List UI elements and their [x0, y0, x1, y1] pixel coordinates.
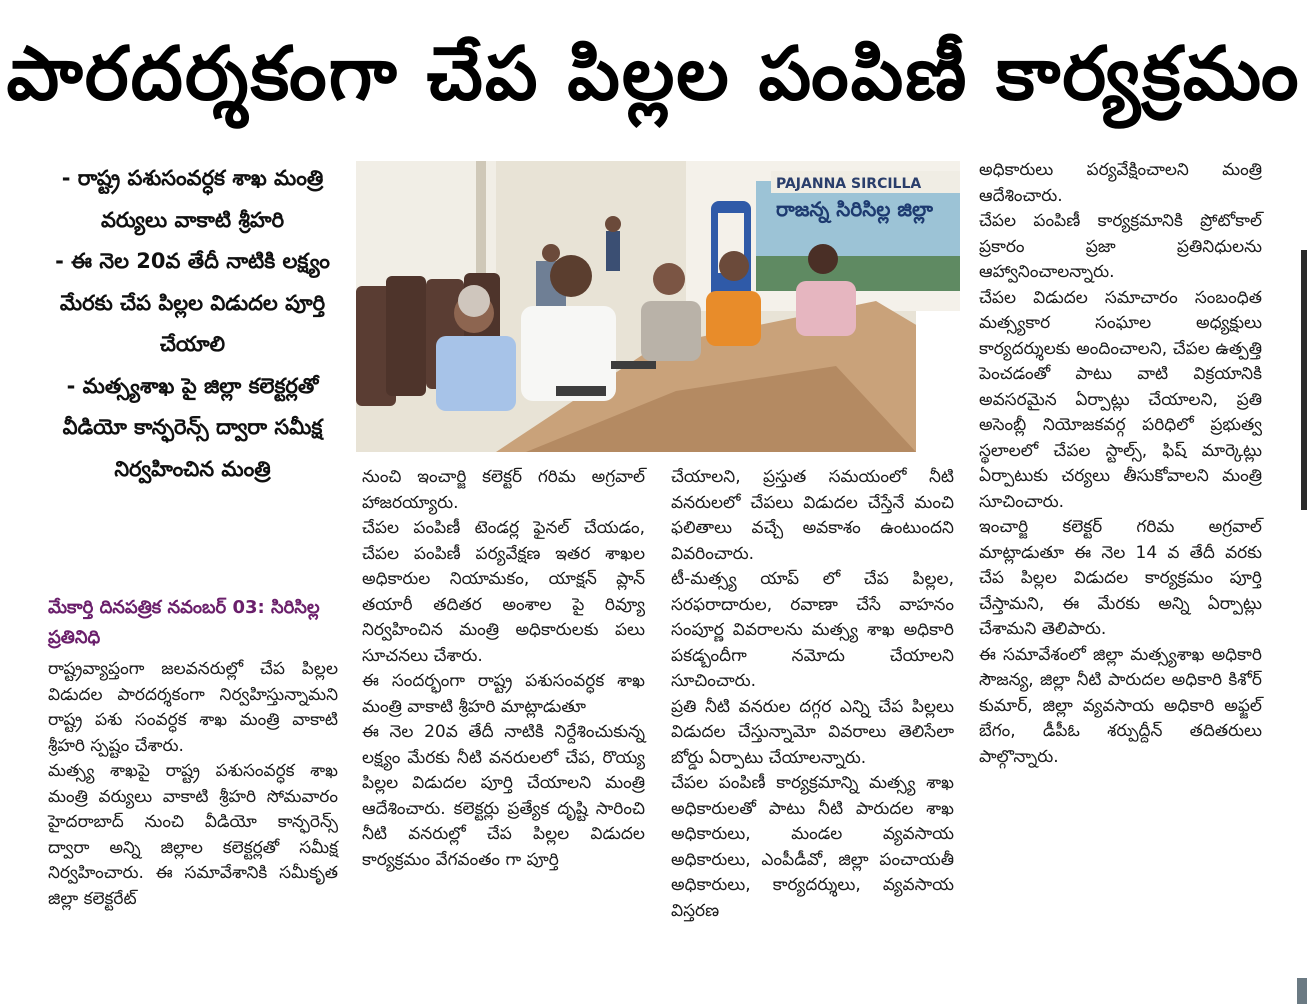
banner-text-2: రాజన్న సిరిసిల్ల జిల్లా: [776, 197, 933, 221]
paragraph: చేపల పంపిణీ టెండర్ల ఫైనల్ చేయడం, చేపల పంపిణీ పర్యవేక్షణ ఇతర శాఖల అధికారుల నియామకం, యాక్షన్ ప్లాన్ తయారీ తదితర అంశాల పై రివ్యూ నిర్వహించిన మంత్రి అధికారులకు పలు సూచనలు చేశారు.: [362, 518, 645, 666]
paragraph: ఇంచార్జి కలెక్టర్ గరిమ అగ్రవాల్ మాట్లాడుతూ ఈ నెల 14 వ తేదీ వరకు చేప పిల్లల విడుదల కార్యక్రమం పూర్తి చేస్తామని, ఈ మేరకు అన్ని ఏర్పాట్లు చేశామని తెలిపారు.: [979, 517, 1262, 639]
edge-strip: [1301, 250, 1307, 510]
subheading-3: - మత్స్యశాఖ పై జిల్లా కలెక్టర్లతో వీడియో కాన్ఫరెన్స్ ద్వారా సమీక్ష నిర్వహించిన మంత్రి: [62, 373, 323, 481]
article-column-4: [979, 158, 1262, 770]
subheading-1: - రాష్ట్ర పశుసంవర్ధక శాఖ మంత్రి వర్యులు వాకాటి శ్రీహరి: [61, 166, 324, 232]
paragraph: ఈ సమావేశంలో జిల్లా మత్స్యశాఖ అధికారి సౌజన్య, జిల్లా నీటి పారుదల అధికారి కిశోర్ కుమార్, జిల్లా వ్యవసాయ అధికారి అఫ్జల్ బేగం, డీపీఓ శర్పుద్దీన్ తదితరులు పాల్గొన్నారు.: [979, 644, 1262, 767]
paragraph: ఈ సందర్భంగా రాష్ట్ర పశుసంవర్ధక శాఖ మంత్రి వాకాటి శ్రీహరి మాట్లాడుతూ: [362, 671, 645, 717]
paragraph: టీ-మత్స్య యాప్ లో చేప పిల్లల, సరఫరాదారుల, రవాణా చేసే వాహనం సంపూర్ణ వివరాలను మత్స్య శాఖ అధికారి పకడ్బందీగా నమోదు చేయాలని సూచించారు.: [671, 569, 954, 691]
article-column-3: [671, 465, 954, 924]
edge-strip-bottom: [1297, 978, 1307, 1004]
paragraph: నుంచి ఇంచార్జి కలెక్టర్ గరిమ అగ్రవాల్ హాజరయ్యారు.: [362, 467, 645, 513]
paragraph: చేపల విడుదల సమాచారం సంబంధిత మత్స్యకార సంఘాల అధ్యక్షులు కార్యదర్శులకు అందించాలని, చేపల ఉత్పత్తి పెంచడంతో పాటు వాటి విక్రయానికి అవసరమైన ఏర్పాట్లు చేయాలని, ప్రతి అసెంబ్లీ నియోజకవర్గ పరిధిలో ప్రభుత్వ స్థలాలలో చేపల స్టాల్స్, ఫిష్ మార్కెట్లు ఏర్పాటుకు చర్యలు తీసుకోవాలని మంత్రి సూచించారు.: [979, 287, 1262, 512]
paragraph: అధికారులు పర్యవేక్షించాలని మంత్రి ఆదేశించారు.: [979, 160, 1262, 206]
paragraph: చేపల పంపిణీ కార్యక్రమాన్ని మత్స్య శాఖ అధికారులతో పాటు నీటి పారుదల శాఖ అధికారులు, మండల వ్యవసాయ అధికారులు, ఎంపీడీవో, జిల్లా పంచాయతీ అధికారులు, కార్యదర్శులు, వ్యవసాయ విస్తరణ: [671, 773, 954, 921]
subheading-2: - ఈ నెల 20వ తేదీ నాటికి లక్ష్యం మేరకు చేప పిల్లల విడుదల పూర్తి చేయాలి: [55, 249, 330, 356]
paragraph: రాష్ట్రవ్యాప్తంగా జలవనరుల్లో చేప పిల్లల విడుదల పారదర్శకంగా నిర్వహిస్తున్నామని రాష్ట్ర పశు సంవర్ధక శాఖ మంత్రి వాకాటి శ్రీహరి స్పష్టం చేశారు.: [48, 659, 338, 756]
headline: పారదర్శకంగా చేప పిల్లల పంపిణీ కార్యక్రమం: [6, 31, 1301, 117]
paragraph: చేపల పంపిణీ కార్యక్రమానికి ప్రోటోకాల్ ప్రకారం ప్రజా ప్రతినిధులను ఆహ్వానించాలన్నారు.: [979, 211, 1262, 282]
banner-text-1: PAJANNA SIRCILLA: [776, 176, 922, 192]
subheadings: [50, 158, 335, 490]
dateline: మేకార్తి దినపత్రిక నవంబర్ 03: సిరిసిల్ల ప్రతినిధి: [48, 597, 320, 648]
meeting-photo: [356, 161, 960, 452]
paragraph: చేయాలని, ప్రస్తుత సమయంలో నీటి వనరులలో చేపలు విడుదల చేస్తేనే మంచి ఫలితాలు వచ్చే అవకాశం ఉంటుందని వివరించారు.: [671, 467, 954, 564]
paragraph: ప్రతి నీటి వనరుల దగ్గర ఎన్ని చేప పిల్లలు విడుదల చేస్తున్నామో వివరాలు తెలిసేలా బోర్డు ఏర్పాటు చేయాలన్నారు.: [671, 696, 954, 768]
paragraph: ఈ నెల 20వ తేదీ నాటికి నిర్దేశించుకున్న లక్ష్యం మేరకు నీటి వనరులలో చేప, రొయ్య పిల్లల విడుదల పూర్తి చేయాలని మంత్రి ఆదేశించారు. కలెక్టర్లు ప్రత్యేక దృష్టి సారించి నీటి వనరుల్లో చేప పిల్లల విడుదల కార్యక్రమం వేగవంతం గా పూర్తి: [362, 722, 645, 870]
article-column-2: [362, 465, 645, 873]
paragraph: మత్స్య శాఖపై రాష్ట్ర పశుసంవర్ధక శాఖ మంత్రి వర్యులు వాకాటి శ్రీహరి సోమవారం హైదరాబాద్ నుంచి వీడియో కాన్ఫరెన్స్ ద్వారా అన్ని జిల్లాల కలెక్టర్లతో సమీక్ష నిర్వహించారు. ఈ సమావేశానికి సమీకృత జిల్లా కలెక్టరేట్: [48, 761, 338, 909]
article-column-1: [48, 657, 338, 912]
meeting-photo-illustration: [356, 161, 960, 452]
